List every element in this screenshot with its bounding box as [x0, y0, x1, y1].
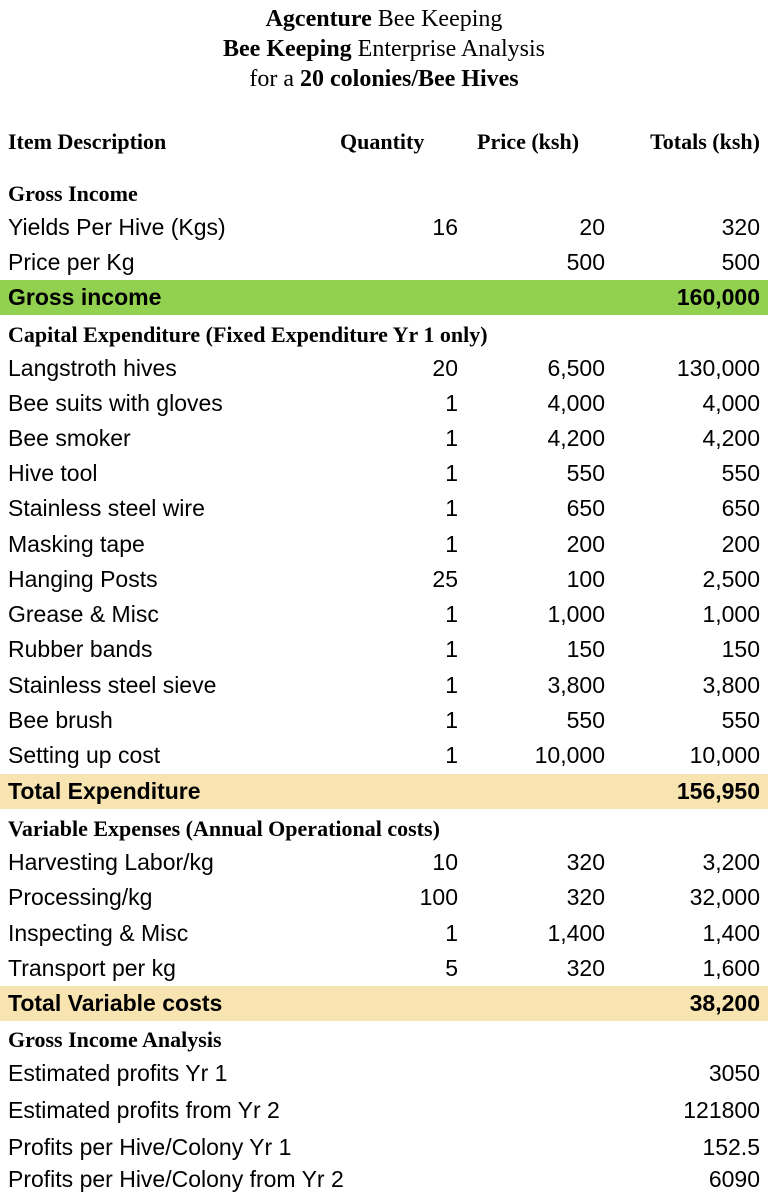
- row-total: 3,800: [702, 672, 760, 698]
- table-row: [0, 880, 768, 915]
- row-total: 3050: [708, 1060, 760, 1086]
- row-quantity: 1: [445, 390, 458, 416]
- table-row: [0, 421, 768, 456]
- row-price: 10,000: [534, 742, 605, 768]
- row-total: 500: [721, 249, 760, 275]
- row-description: Stainless steel sieve: [8, 672, 217, 698]
- total-value: 38,200: [689, 990, 760, 1016]
- row-quantity: 1: [445, 672, 458, 698]
- row-total: 10,000: [689, 742, 760, 768]
- section-gross-income: [0, 176, 768, 211]
- title-line-1: Agcenture Bee Keeping: [265, 6, 503, 32]
- row-total: 1,000: [702, 601, 760, 627]
- header-totals: Totals (ksh): [650, 129, 760, 154]
- gross-income-total-row: [0, 280, 768, 315]
- row-total: 4,200: [702, 425, 760, 451]
- title-line-2: Bee Keeping Enterprise Analysis: [223, 36, 545, 62]
- section-label: Variable Expenses (Annual Operational costs): [8, 816, 440, 841]
- row-quantity: 16: [432, 214, 458, 240]
- row-description: Estimated profits Yr 1: [8, 1060, 228, 1086]
- table-row: [0, 632, 768, 667]
- table-row: [0, 562, 768, 597]
- table-row: [0, 386, 768, 421]
- row-quantity: 1: [445, 495, 458, 521]
- row-quantity: 25: [432, 566, 458, 592]
- row-description: Masking tape: [8, 531, 145, 557]
- section-label: Gross Income Analysis: [8, 1027, 222, 1052]
- row-description: Bee suits with gloves: [8, 390, 223, 416]
- row-price: 4,000: [547, 390, 605, 416]
- row-quantity: 1: [445, 920, 458, 946]
- row-price: 320: [566, 849, 605, 875]
- table-row: [0, 245, 768, 280]
- row-price: 20: [579, 214, 605, 240]
- table-row: [0, 527, 768, 562]
- total-variable-costs-row: [0, 986, 768, 1021]
- header-price: Price (ksh): [477, 129, 580, 154]
- row-description: Bee brush: [8, 707, 113, 733]
- row-description: Yields Per Hive (Kgs): [8, 214, 226, 240]
- total-label: Gross income: [8, 284, 162, 310]
- row-quantity: 1: [445, 742, 458, 768]
- row-description: Rubber bands: [8, 636, 153, 662]
- row-quantity: 1: [445, 636, 458, 662]
- row-quantity: 100: [419, 884, 458, 910]
- row-total: 121800: [683, 1097, 760, 1123]
- row-description: Hanging Posts: [8, 566, 158, 592]
- total-label: Total Variable costs: [8, 990, 223, 1016]
- row-price: 500: [566, 249, 605, 275]
- row-description: Profits per Hive/Colony Yr 1: [8, 1134, 292, 1160]
- row-price: 6,500: [547, 355, 605, 381]
- row-quantity: 1: [445, 601, 458, 627]
- row-description: Transport per kg: [8, 955, 176, 981]
- table-row: [0, 1093, 768, 1128]
- total-value: 156,950: [676, 778, 760, 804]
- row-price: 320: [566, 955, 605, 981]
- row-price: 100: [566, 566, 605, 592]
- row-total: 650: [721, 495, 760, 521]
- table-row: [0, 491, 768, 526]
- row-total: 4,000: [702, 390, 760, 416]
- row-price: 550: [566, 460, 605, 486]
- row-total: 2,500: [702, 566, 760, 592]
- row-description: Inspecting & Misc: [8, 920, 189, 946]
- row-quantity: 1: [445, 707, 458, 733]
- section-label: Capital Expenditure (Fixed Expenditure Yr 1 only): [8, 322, 488, 347]
- table-row: [0, 210, 768, 245]
- section-gross-income-analysis: [0, 1022, 768, 1057]
- row-price: 3,800: [547, 672, 605, 698]
- row-description: Stainless steel wire: [8, 495, 205, 521]
- row-total: 200: [721, 531, 760, 557]
- row-price: 1,000: [547, 601, 605, 627]
- row-price: 320: [566, 884, 605, 910]
- row-quantity: 1: [445, 531, 458, 557]
- document-title: [0, 4, 768, 94]
- row-description: Langstroth hives: [8, 355, 177, 381]
- table-row: [0, 845, 768, 880]
- title-line-3: for a 20 colonies/Bee Hives: [249, 66, 519, 92]
- row-description: Price per Kg: [8, 249, 135, 275]
- table-row: [0, 1056, 768, 1091]
- table-row: [0, 916, 768, 951]
- row-total: 1,600: [702, 955, 760, 981]
- row-price: 4,200: [547, 425, 605, 451]
- total-expenditure-row: [0, 774, 768, 809]
- table-row: [0, 351, 768, 386]
- table-row: [0, 738, 768, 773]
- row-description: Harvesting Labor/kg: [8, 849, 214, 875]
- row-price: 200: [566, 531, 605, 557]
- row-total: 130,000: [676, 355, 760, 381]
- row-description: Estimated profits from Yr 2: [8, 1097, 280, 1123]
- row-description: Setting up cost: [8, 742, 161, 768]
- table-header: [0, 124, 768, 159]
- row-total: 550: [721, 460, 760, 486]
- row-quantity: 5: [445, 955, 458, 981]
- row-price: 550: [566, 707, 605, 733]
- row-price: 150: [566, 636, 605, 662]
- row-total: 1,400: [702, 920, 760, 946]
- header-item-description: Item Description: [8, 129, 167, 154]
- header-quantity: Quantity: [340, 129, 425, 154]
- section-capital-expenditure: [0, 317, 768, 352]
- section-label: Gross Income: [8, 181, 138, 206]
- table-row: [0, 456, 768, 491]
- table-row: [0, 1162, 768, 1197]
- row-price: 650: [566, 495, 605, 521]
- table-row: [0, 951, 768, 986]
- table-row: [0, 703, 768, 738]
- row-description: Bee smoker: [8, 425, 131, 451]
- table-row: [0, 597, 768, 632]
- row-quantity: 1: [445, 460, 458, 486]
- row-quantity: 10: [432, 849, 458, 875]
- row-quantity: 20: [432, 355, 458, 381]
- row-total: 550: [721, 707, 760, 733]
- row-total: 6090: [708, 1166, 760, 1192]
- row-description: Profits per Hive/Colony from Yr 2: [8, 1166, 344, 1192]
- row-quantity: 1: [445, 425, 458, 451]
- total-value: 160,000: [676, 284, 760, 310]
- row-price: 1,400: [547, 920, 605, 946]
- row-total: 3,200: [702, 849, 760, 875]
- table-row: [0, 668, 768, 703]
- total-label: Total Expenditure: [8, 778, 201, 804]
- row-description: Grease & Misc: [8, 601, 159, 627]
- table-row: [0, 1130, 768, 1165]
- row-description: Processing/kg: [8, 884, 153, 910]
- row-total: 32,000: [689, 884, 760, 910]
- section-variable-expenses: [0, 811, 768, 846]
- row-description: Hive tool: [8, 460, 98, 486]
- row-total: 320: [721, 214, 760, 240]
- row-total: 150: [721, 636, 760, 662]
- row-total: 152.5: [702, 1134, 760, 1160]
